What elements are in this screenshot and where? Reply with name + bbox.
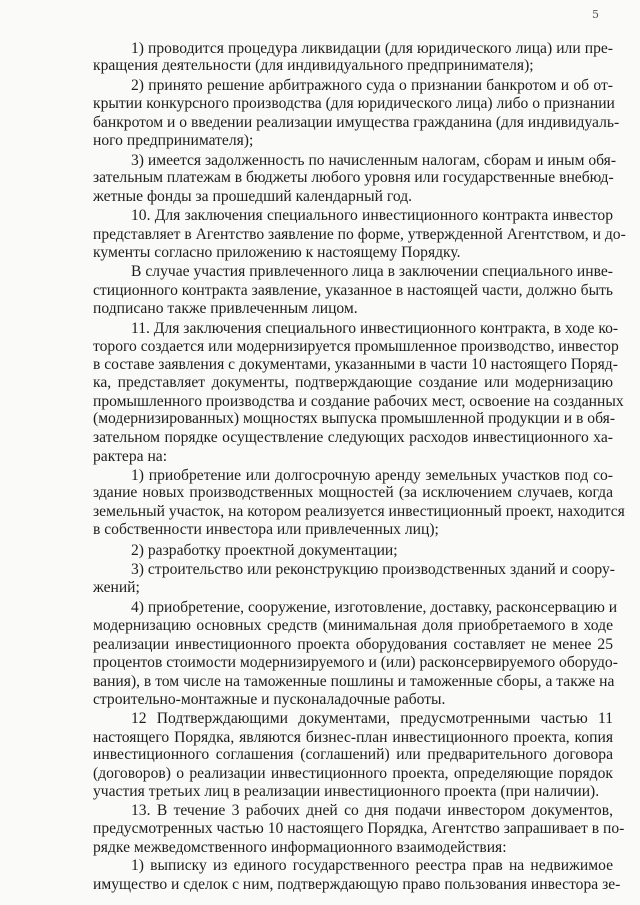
text-line: в составе заявления с документами, указанными в части 10 настоящего Поряд-	[93, 356, 618, 373]
text-line: 1) выписку из единого государственного реестра прав на недвижимое	[131, 857, 613, 874]
text-line: участия третьих лиц в реализации инвестиционного проекта (при наличии).	[93, 783, 600, 800]
text-line: 2) разработку проектной документации;	[131, 542, 398, 559]
text-line: 2) принято решение арбитражного суда о признании банкротом и об от-	[131, 77, 613, 94]
text-line: кументы согласно приложению к настоящему Порядку.	[93, 244, 461, 261]
text-line: строительно-монтажные и пусконаладочные работы.	[93, 691, 446, 708]
text-line: торого создается или модернизируется промышленное производство, инвестор	[93, 338, 619, 355]
text-line: 4) приобретение, сооружение, изготовление, доставку, расконсервацию и	[131, 599, 618, 616]
text-line: кращения деятельности (для индивидуального предпринимателя);	[93, 57, 534, 74]
text-line: рядке межведомственного информационного взаимодействия:	[93, 839, 507, 856]
text-line: В случае участия привлеченного лица в заключении специального инве-	[131, 263, 613, 280]
text-line: здание новых производственных мощностей (за исключением случаев, когда	[93, 484, 613, 501]
text-line: (модернизированных) мощностях выпуска промышленной продукции и в обя-	[93, 410, 616, 427]
text-line: крытии конкурсного производства (для юридического лица) либо о признании	[93, 95, 615, 112]
text-line: настоящего Порядка, являются бизнес-план инвестиционного проекта, копия	[93, 729, 613, 746]
text-line: имущество и сделок с ним, подтверждающую право пользования инвестора зе-	[93, 876, 621, 893]
text-line: подписано также привлеченным лицом.	[93, 300, 358, 317]
text-line: 11. Для заключения специального инвестиционного контракта, в ходе ко-	[131, 320, 619, 337]
text-line: 1) проводится процедура ликвидации (для юридического лица) или пре-	[131, 40, 613, 57]
text-line: 12 Подтверждающими документами, предусмотренными частью 11	[131, 710, 613, 727]
text-line: представляет в Агентство заявление по форме, утвержденной Агентством, и до-	[93, 226, 626, 243]
text-line: ка, представляет документы, подтверждающие создание или модернизацию	[93, 374, 613, 391]
text-line: в собственности инвестора или привлеченных лиц);	[93, 521, 439, 538]
text-line: 1) приобретение или долгосрочную аренду земельных участков под со-	[131, 467, 613, 484]
text-line: инвестиционного соглашения (соглашений) или предварительного договора	[93, 746, 613, 763]
text-line: ного предпринимателя);	[93, 132, 254, 149]
text-line: 3) имеется задолженность по начисленным налогам, сборам и иным обя-	[131, 152, 617, 169]
text-line: вания), в том числе на таможенные пошлины и таможенные сборы, а также на	[93, 673, 615, 690]
text-line: зательным платежам в бюджеты любого уровня или государственные внебюд-	[93, 169, 614, 186]
text-line: стиционного контракта заявление, указанное в настоящей части, должно быть	[93, 282, 613, 299]
text-line: рактера на:	[93, 448, 168, 465]
text-line: реализации инвестиционного проекта оборудования составляет не менее 25	[93, 636, 613, 653]
text-line: 10. Для заключения специального инвестиционного контракта инвестор	[131, 207, 613, 224]
text-line: процентов стоимости модернизируемого и (или) расконсервируемого оборудо-	[93, 654, 618, 671]
text-line: (договоров) о реализации инвестиционного проекта, определяющие порядок	[93, 765, 613, 782]
text-line: промышленного производства и создание рабочих мест, освоение на созданных	[93, 393, 624, 410]
text-line: жетные фонды за прошедший календарный год.	[93, 188, 413, 205]
corner-mark: 5	[592, 8, 599, 21]
text-line: банкротом и о введении реализации имущества гражданина (для индивидуаль-	[93, 114, 620, 131]
text-line: жений;	[93, 579, 140, 596]
text-line: земельный участок, на котором реализуется инвестиционный проект, находится	[93, 503, 625, 520]
text-line: 13. В течение 3 рабочих дней со дня подачи инвестором документов,	[131, 802, 613, 819]
text-line: модернизацию основных средств (минимальная доля приобретаемого в ходе	[93, 617, 613, 634]
text-line: предусмотренных частью 10 настоящего Порядка, Агентство запрашивает в по-	[93, 820, 625, 837]
text-line: 3) строительство или реконструкцию производственных зданий и соору-	[131, 561, 615, 578]
text-line: зательном порядке осуществление следующих расходов инвестиционного ха-	[93, 429, 613, 446]
